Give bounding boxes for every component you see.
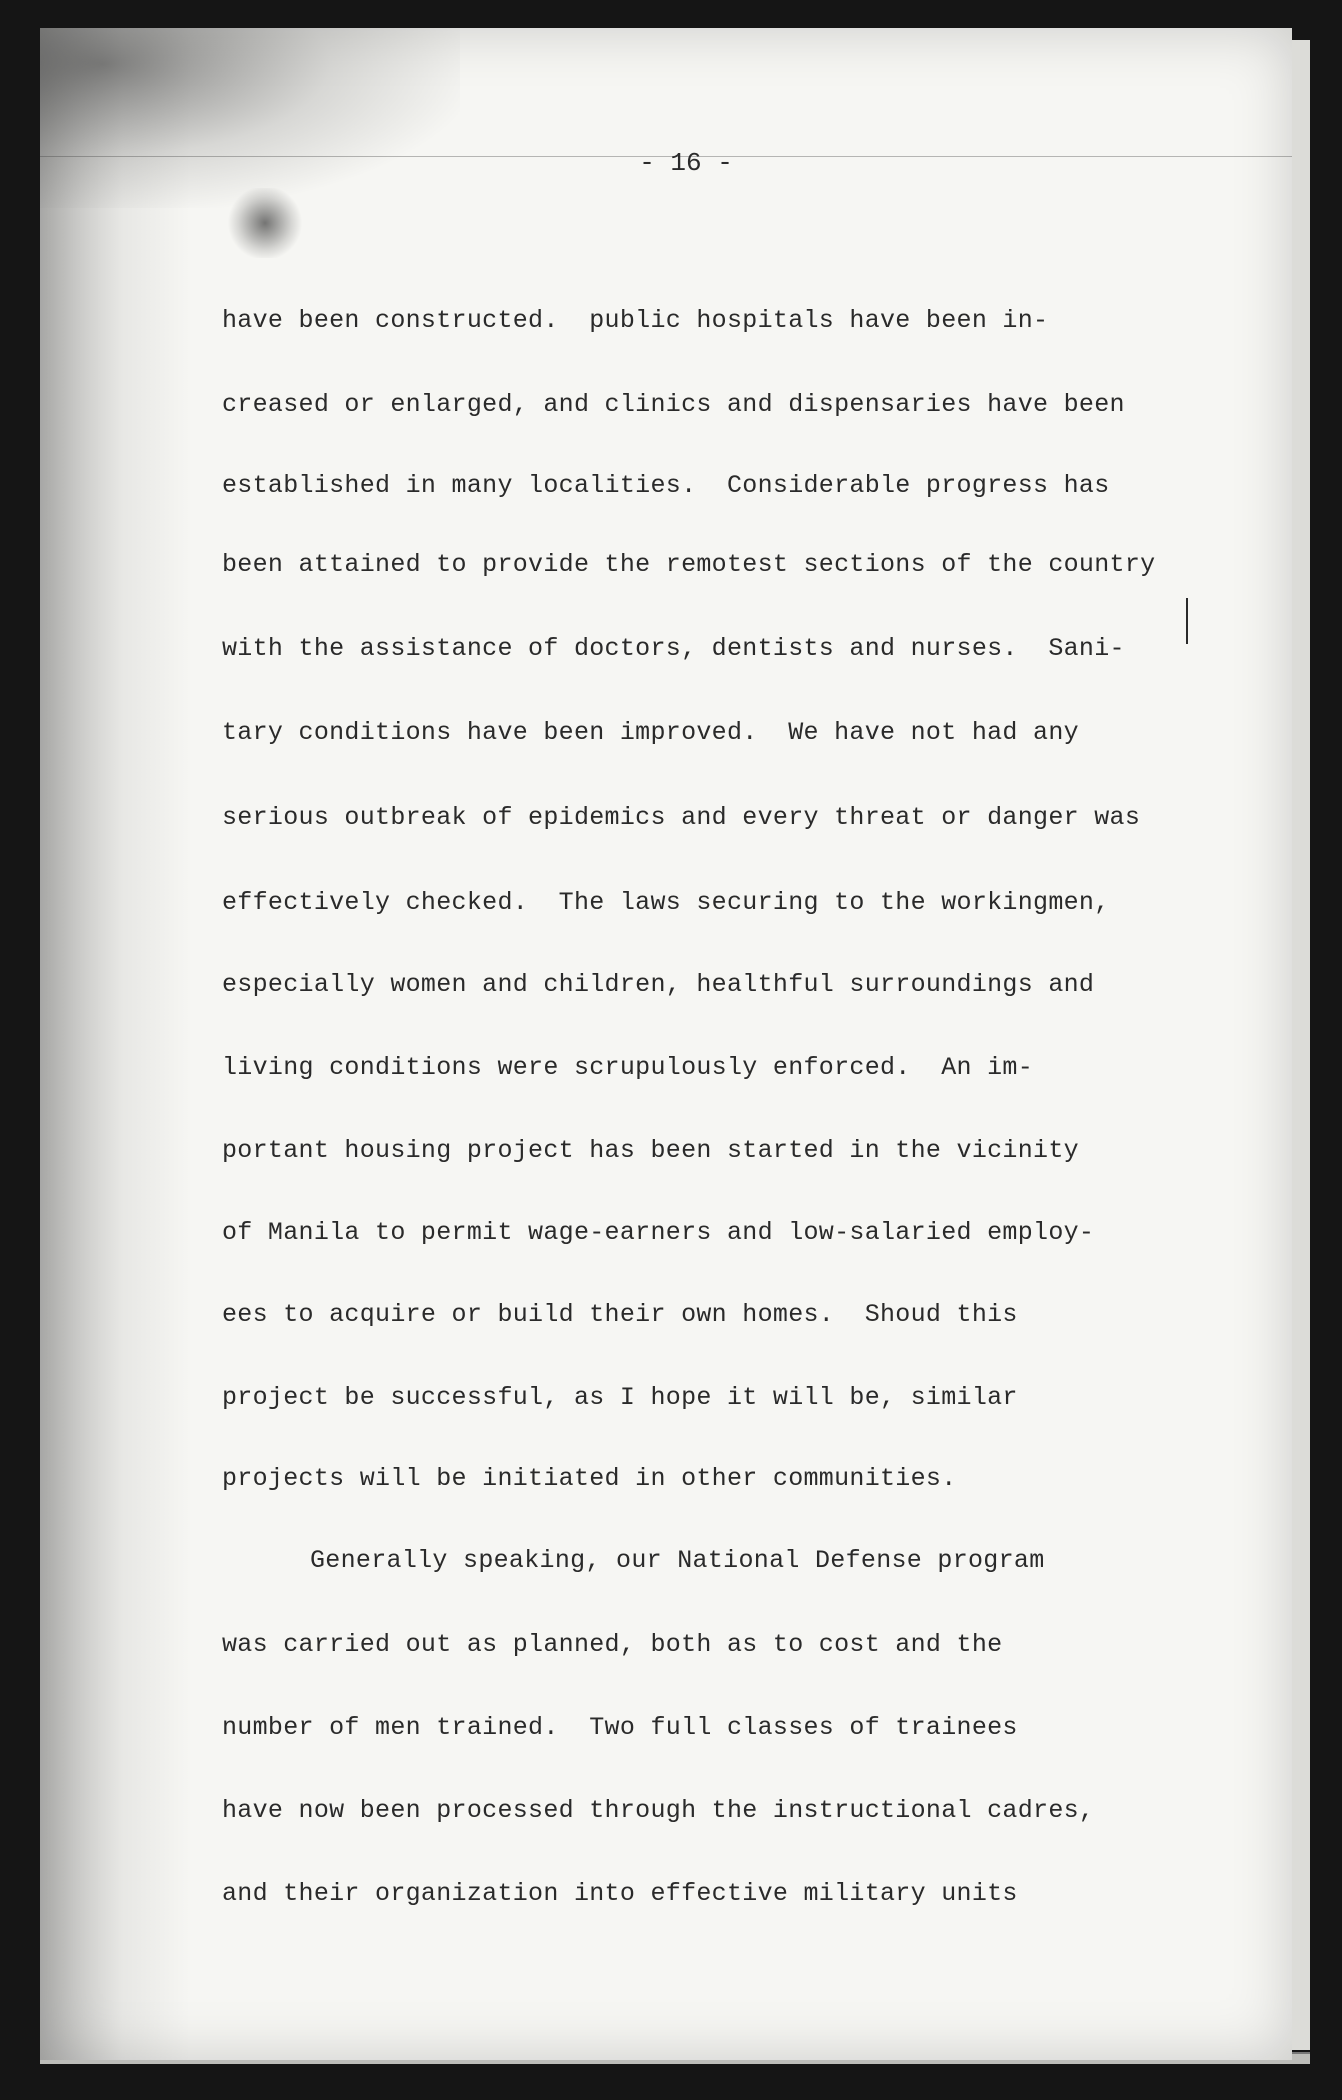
text-line: of Manila to permit wage-earners and low-salaried employ- [222, 1218, 1095, 1247]
text-line: effectively checked. The laws securing to the workingmen, [222, 888, 1110, 917]
text-line: Generally speaking, our National Defense program [310, 1546, 1045, 1575]
left-margin-stain [40, 28, 190, 2060]
top-corner-stain [40, 28, 460, 208]
text-line: project be successful, as I hope it will be, similar [222, 1383, 1018, 1412]
page-number: - 16 - [639, 148, 733, 178]
ink-blot [225, 188, 305, 258]
text-line: especially women and children, healthful surroundings and [222, 970, 1095, 999]
text-line: was carried out as planned, both as to cost and the [222, 1630, 1003, 1659]
text-line: serious outbreak of epidemics and every threat or danger was [222, 803, 1141, 832]
text-line: with the assistance of doctors, dentists and nurses. Sani- [222, 634, 1125, 663]
document-page [40, 28, 1292, 2060]
text-line: projects will be initiated in other communities. [222, 1464, 957, 1493]
text-line: ees to acquire or build their own homes. Shoud this [222, 1300, 1018, 1329]
text-line: have been constructed. public hospitals have been in- [222, 306, 1049, 335]
text-line: have now been processed through the instructional cadres, [222, 1796, 1095, 1825]
margin-mark [1186, 598, 1188, 644]
text-line: established in many localities. Considerable progress has [222, 471, 1110, 500]
text-line: portant housing project has been started in the vicinity [222, 1136, 1079, 1165]
text-line: number of men trained. Two full classes of trainees [222, 1713, 1018, 1742]
text-line: tary conditions have been improved. We have not had any [222, 718, 1079, 747]
text-line: living conditions were scrupulously enforced. An im- [222, 1053, 1034, 1082]
text-line: and their organization into effective military units [222, 1879, 1018, 1908]
text-line: been attained to provide the remotest sections of the country [222, 550, 1156, 579]
text-line: creased or enlarged, and clinics and dispensaries have been [222, 390, 1125, 419]
